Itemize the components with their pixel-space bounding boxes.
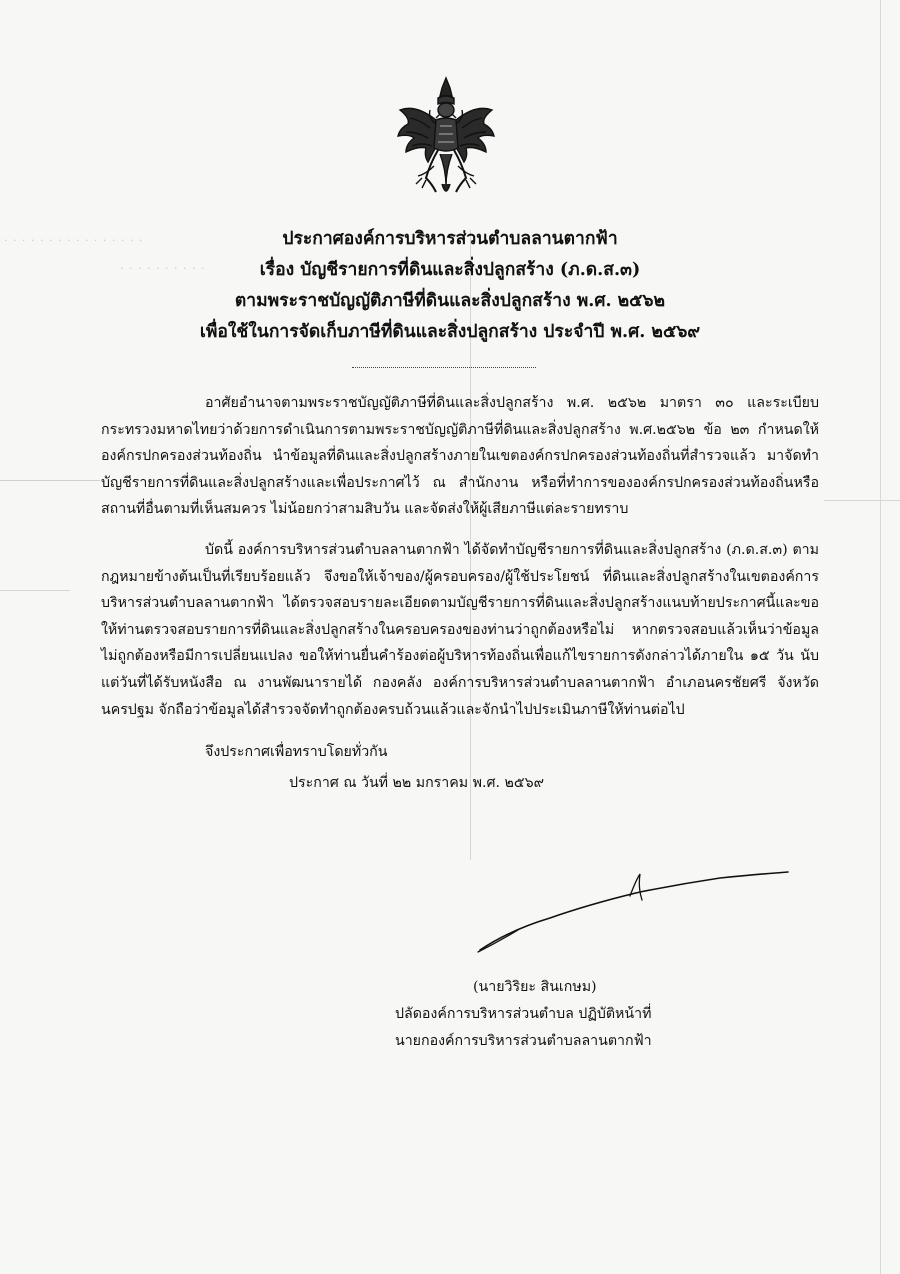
- signer-position-1: ปลัดองค์การบริหารส่วนตำบล ปฏิบัติหน้าที่: [395, 1006, 652, 1022]
- signer-position-2: นายกองค์การบริหารส่วนตำบลลานตากฟ้า: [395, 1033, 652, 1049]
- scan-artifact-line: [824, 500, 900, 501]
- title-divider: [352, 367, 536, 368]
- paragraph-authority: อาศัยอำนาจตามพระราชบัญญัติภาษีที่ดินและสิ่งปลูกสร้าง พ.ศ. ๒๕๖๒ มาตรา ๓๐ และระเบียบกระทรวงมหาดไทยว่าด้วยการดำเนินการตามพระราชบัญญัติภาษีที่ดินและสิ่งปลูกสร้าง พ.ศ.๒๕๖๒ ข้อ ๒๓ กำหนดให้องค์กรปกครองส่วนท้องถิ่น นำข้อมูลที่ดินและสิ่งปลูกสร้างภายในเขตองค์กรปกครองส่วนท้องถิ่นที่สำรวจแล้ว มาจัดทำบัญชีรายการที่ดินและสิ่งปลูกสร้างและเพื่อประกาศไว้ ณ สำนักงาน หรือที่ทำการขององค์กรปกครองส่วนท้องถิ่นหรือสถานที่อื่นตามที่เห็นสมควร ไม่น้อยกว่าสามสิบวัน และจัดส่งให้ผู้เสียภาษีแต่ละรายทราบ: [101, 395, 819, 518]
- bleed-through-mark: · · · · · · · · · · · · · · · ·: [4, 234, 144, 247]
- title-line-2: เรื่อง บัญชีรายการที่ดินและสิ่งปลูกสร้าง (ภ.ด.ส.๓): [259, 260, 641, 280]
- garuda-emblem-icon: [396, 74, 496, 206]
- title-line-1: ประกาศองค์การบริหารส่วนตำบลลานตากฟ้า: [282, 229, 618, 249]
- title-line-3: ตามพระราชบัญญัติภาษีที่ดินและสิ่งปลูกสร้าง พ.ศ. ๒๕๖๒: [234, 291, 666, 311]
- signer-block: [395, 974, 755, 1055]
- announcement-title: [0, 224, 900, 348]
- scan-artifact-line: [880, 0, 881, 1274]
- handwritten-signature: [470, 866, 800, 966]
- announcement-date: ประกาศ ณ วันที่ ๒๒ มกราคม พ.ศ. ๒๕๖๙: [289, 774, 544, 791]
- signer-name: (นายวิริยะ สินเกษม): [473, 979, 597, 995]
- closing-statement: จึงประกาศเพื่อทราบโดยทั่วกัน: [205, 744, 388, 761]
- bleed-through-mark: · · · · · · · · · ·: [120, 262, 206, 275]
- scan-artifact-line: [0, 590, 70, 591]
- announcement-body: [101, 390, 819, 796]
- title-line-4: เพื่อใช้ในการจัดเก็บภาษีที่ดินและสิ่งปลูกสร้าง ประจำปี พ.ศ. ๒๕๖๙: [199, 322, 701, 342]
- scan-artifact-line: [0, 480, 100, 481]
- paragraph-notice: บัดนี้ องค์การบริหารส่วนตำบลลานตากฟ้า ได้จัดทำบัญชีรายการที่ดินและสิ่งปลูกสร้าง (ภ.ด.ส.๓) ตามกฎหมายข้างต้นเป็นที่เรียบร้อยแล้ว จึงขอให้เจ้าของ/ผู้ครอบครอง/ผู้ใช้ประโยชน์ ที่ดินและสิ่งปลูกสร้างในเขตองค์การบริหารส่วนตำบลลานตากฟ้า ได้ตรวจสอบรายละเอียดตามบัญชีรายการที่ดินและสิ่งปลูกสร้างแนบท้ายประกาศนี้และขอให้ท่านตรวจสอบรายการที่ดินและสิ่งปลูกสร้างในครอบครองของท่านว่าถูกต้องหรือไม่ หากตรวจสอบแล้วเห็นว่าข้อมูลไม่ถูกต้องหรือมีการเปลี่ยนแปลง ขอให้ท่านยื่นคำร้องต่อผู้บริหารท้องถิ่นเพื่อแก้ไขรายการดังกล่าวได้ภายใน ๑๕ วัน นับแต่วันที่ได้รับหนังสือ ณ งานพัฒนารายได้ กองคลัง องค์การบริหารส่วนตำบลลานตากฟ้า อำเภอนครชัยศรี จังหวัดนครปฐม จักถือว่าข้อมูลได้สำรวจจัดทำถูกต้องครบถ้วนแล้วและจักนำไปประเมินภาษีให้ท่านต่อไป: [101, 541, 819, 718]
